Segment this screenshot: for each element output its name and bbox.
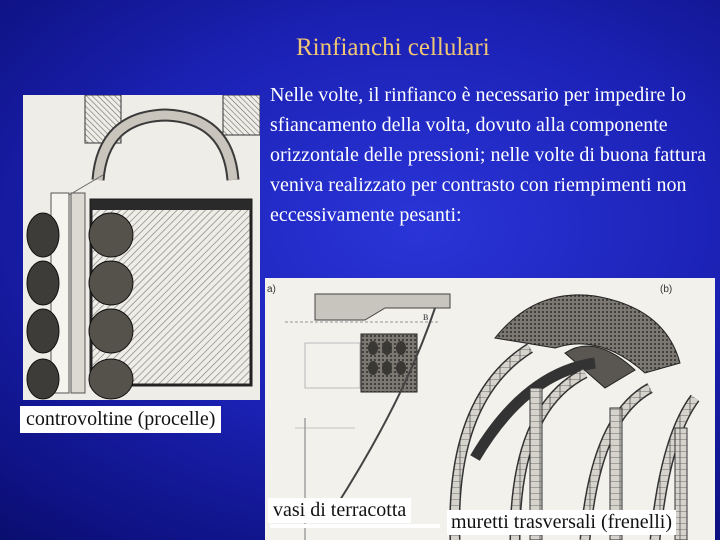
label-muretti-trasversali: muretti trasversali (frenelli): [447, 510, 676, 535]
slide-title: Rinfianchi cellulari: [296, 34, 490, 61]
label-controvoltine: controvoltine (procelle): [20, 406, 221, 433]
label-vasi-terracotta: vasi di terracotta: [268, 498, 411, 523]
body-paragraph: Nelle volte, il rinfianco è necessario per impedire lo sfiancamento della volta, dovuto alla componente orizzontale delle pressioni; nelle volte di buona fattura veniva realizzato per contrasto con riempimenti non eccessivamente pesanti:: [270, 84, 706, 226]
panel-a-mark: a): [267, 284, 276, 295]
point-mark: B: [423, 313, 429, 322]
panel-b-mark: (b): [660, 284, 673, 295]
label-underline: [270, 524, 440, 528]
vault-section-drawing: [23, 95, 260, 400]
